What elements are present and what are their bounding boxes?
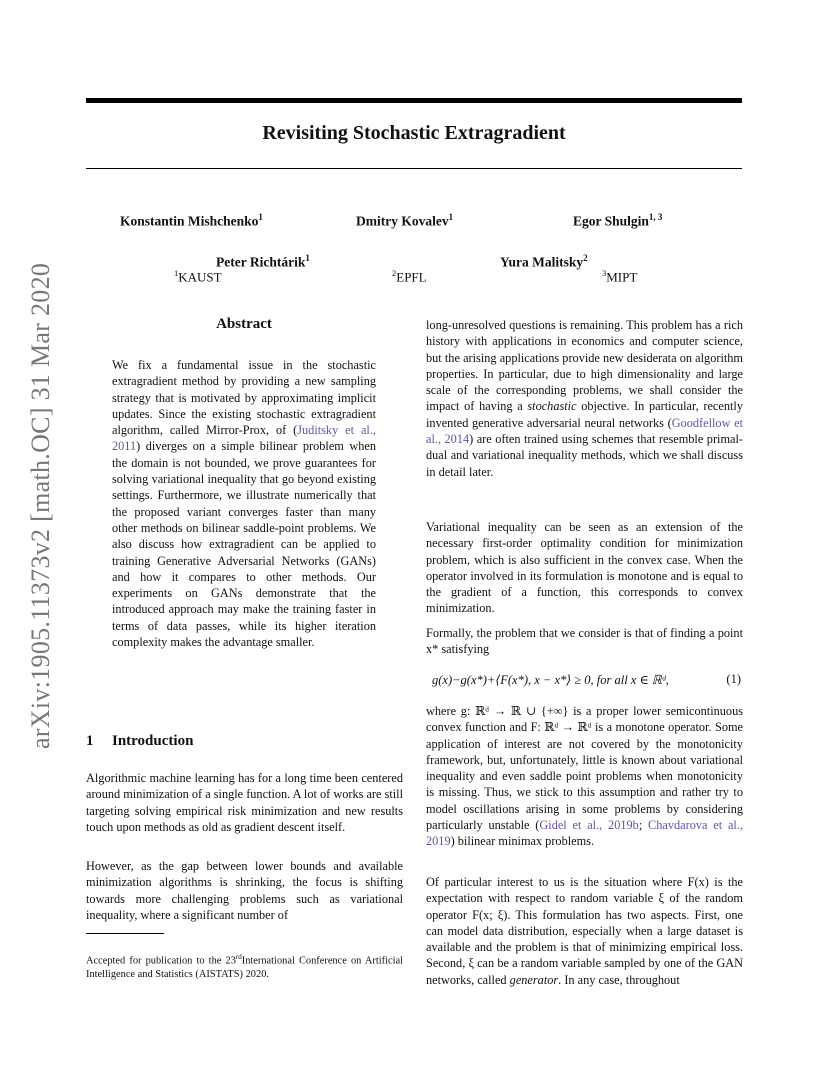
equation-number: (1)	[726, 672, 741, 686]
author-1: Konstantin Mishchenko$^1$	[120, 212, 263, 229]
intro-paragraph-1: Algorithmic machine learning has for a long time been centered around minimization of a single function. A lot of works are still targeting solving empirical risk minimization and new results touch upon methods as old as gradient descent itself.	[86, 771, 403, 834]
citation-juditsky[interactable]: Juditsky et al., 2011	[112, 423, 376, 454]
equation-body: g(x)−g(x*)+⟨F(x*), x − x*⟩ ≥ 0, for all x ∈ ℝᵈ,	[432, 673, 669, 687]
right-paragraph-4: where g: ℝᵈ → ℝ ∪ {+∞} is a proper lower semicontinuous convex function and F: ℝᵈ → ℝᵈ is a monotone operator. Some application of interest are not covered by the monotonicity framework, but, unfortunately, little is known about variational inequality and even saddle point problems when monotonicity is missing. Thus, we stick to this assumption and rather try to model oscillations arising in some problems by considering particularly unstable (Gidel et al., 2019b; Chavdarova et al., 2019) bilinear minimax problems.	[426, 704, 743, 849]
author-5: Yura Malitsky$^2$	[500, 253, 588, 270]
affiliation-2: $^2$EPFL	[392, 268, 427, 285]
abstract-heading: Abstract	[216, 316, 272, 332]
intro-paragraph-2: However, as the gap between lower bounds and available minimization algorithms is shrinking, the focus is shifting towards more challenging problems such as variational inequality, where a significant number of	[86, 859, 403, 922]
title-top-rule	[86, 98, 742, 103]
author-3: Egor Shulgin$^{1, 3}$	[573, 212, 663, 229]
author-2: Dmitry Kovalev$^1$	[356, 212, 454, 229]
author-4: Peter Richtárik$^1$	[216, 253, 310, 270]
footnote: Accepted for publication to the 23rdInternational Conference on Artificial Intelligence and Statistics (AISTATS) 2020.	[86, 953, 403, 981]
citation-goodfellow[interactable]: Goodfellow et al., 2014	[426, 415, 743, 447]
citation-chavdarova[interactable]: Chavdarova et al., 2019	[426, 818, 743, 849]
right-paragraph-1: long-unresolved questions is remaining. This problem has a rich history with applications in economics and computer science, but the arising applications provide new desiderata on algorithm properties. In particular, due to high dimensionality and large scale of the corresponding problems, we shall consider the impact of having a stochastic objective. In particular, recently invented generative adversarial neural networks (Goodfellow et al., 2014) are often trained using schemes that resemble primal-dual and variational inequality methods, which we shall discuss in detail later.	[426, 318, 743, 479]
right-paragraph-3: Formally, the problem that we consider is that of finding a point x* satisfying	[426, 626, 743, 657]
footnote-rule	[86, 933, 164, 934]
title-bottom-rule	[86, 168, 742, 169]
paper-title: Revisiting Stochastic Extragradient	[262, 122, 566, 144]
section-heading-introduction: 1 Introduction	[86, 733, 194, 749]
abstract-text: We fix a fundamental issue in the stochastic extragradient method by providing a new sampling strategy that is motivated by approximating implicit updates. Since the existing stochastic extragradient algorithm, called Mirror-Prox, of (Juditsky et al., 2011) diverges on a simple bilinear problem when the domain is not bounded, we prove guarantees for solving variational inequality that go beyond existing settings. Furthermore, we illustrate numerically that the proposed variant converges faster than many other methods on bilinear saddle-point problems. We also discuss how extragradient can be applied to training Generative Adversarial Networks (GANs) and how it compares to other methods. Our experiments on GANs demonstrate that the introduced approach may make the training faster in terms of data passes, while its higher iteration complexity makes the advantage smaller.	[112, 358, 376, 650]
affiliation-3: $^3$MIPT	[602, 268, 638, 285]
right-paragraph-5: Of particular interest to us is the situation where F(x) is the expectation with respect to random variable ξ of the random operator F(x; ξ). This formulation has two aspects. First, one can model data distribution, especially when a large dataset is available and the problem is that of minimizing empirical loss. Second, ξ can be a random variable sampled by one of the GAN networks, called generator. In any case, throughout	[426, 875, 743, 987]
citation-gidel[interactable]: Gidel et al., 2019b	[539, 818, 639, 833]
affiliation-1: $^1$KAUST	[174, 268, 222, 285]
right-paragraph-2: Variational inequality can be seen as an extension of the necessary first-order optimality condition for minimization problem, which is also sufficient in the convex case. When the operator involved in its formulation is monotone and is equal to the gradient of a function, this corresponds to convex minimization.	[426, 520, 743, 616]
arxiv-identifier: arXiv:1905.11373v2 [math.OC] 31 Mar 2020	[26, 263, 55, 750]
